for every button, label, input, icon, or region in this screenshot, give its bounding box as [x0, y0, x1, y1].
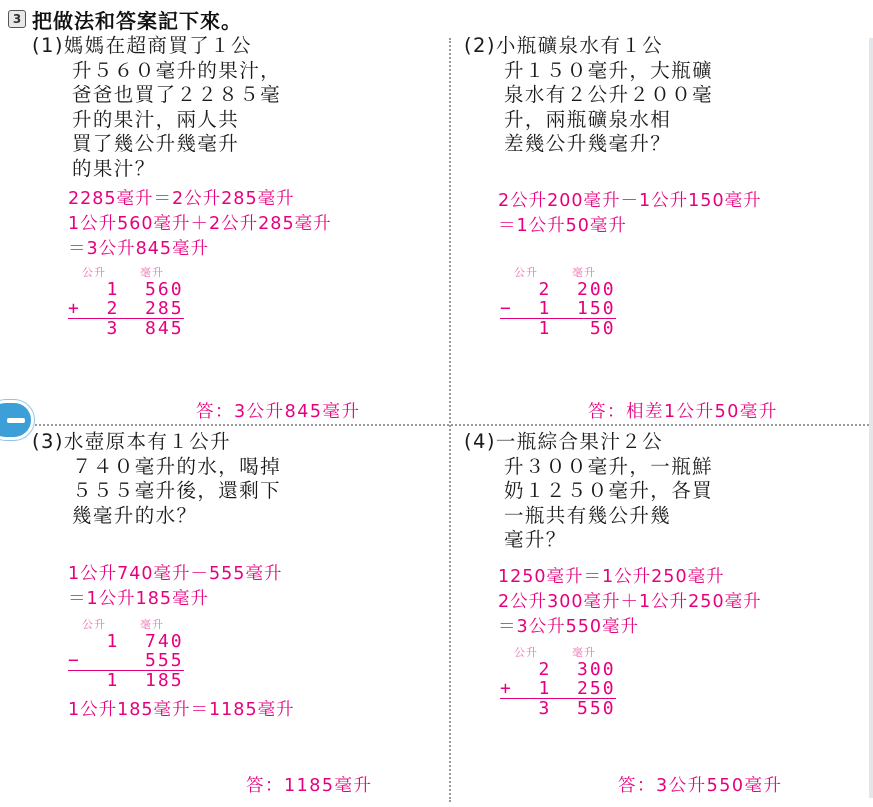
calc-row: 1 560	[68, 279, 184, 300]
problem-2-vertical-calc	[500, 264, 616, 338]
calc-result-row: 3 550	[500, 698, 616, 719]
question-line: 爸爸也買了２２８５毫	[72, 83, 282, 106]
problem-4-question	[464, 430, 868, 553]
page-edge-tab	[0, 400, 34, 440]
horizontal-divider	[30, 424, 873, 426]
question-line: 買了幾公升幾毫升	[72, 132, 240, 155]
calc-row: − 555	[68, 650, 184, 671]
work-line: ＝1公升50毫升	[498, 215, 627, 236]
problem-3-conversion: 1公升185毫升＝1185毫升	[68, 700, 295, 720]
unit-liter-label: 公升	[514, 266, 538, 279]
calc-row: − 1 150	[500, 298, 616, 319]
question-line: 一瓶綜合果汁２公	[495, 430, 664, 453]
problem-4-label: (4)	[464, 430, 496, 453]
question-line: ５５５毫升後，還剩下	[72, 479, 282, 502]
problem-2-work	[498, 189, 868, 239]
problem-4-vertical-calc	[500, 644, 616, 718]
question-line: 泉水有２公升２００毫	[504, 83, 714, 106]
problem-3	[32, 430, 444, 802]
problem-1-vertical-calc	[68, 264, 184, 338]
problem-4-answer: 答：3公升550毫升	[618, 776, 783, 796]
vertical-divider	[449, 38, 451, 802]
page-edge-strip	[869, 38, 873, 798]
work-line: ＝1公升185毫升	[68, 589, 210, 609]
question-line: 升的果汁，兩人共	[72, 107, 240, 131]
section-title: 把做法和答案記下來。	[32, 8, 242, 33]
calc-result-row: 3 845	[68, 318, 184, 339]
problem-3-answer: 答：1185毫升	[246, 776, 373, 796]
problem-2-label: (2)	[464, 34, 496, 57]
question-line: 幾毫升的水？	[72, 503, 198, 527]
question-line: 毫升？	[504, 528, 567, 551]
problem-3-label: (3)	[32, 430, 64, 453]
problem-1	[32, 34, 444, 422]
work-line: ＝3公升845毫升	[68, 239, 210, 259]
problem-2	[464, 34, 868, 422]
question-line: 的果汁？	[72, 156, 156, 180]
calc-result-row: 1 185	[68, 670, 184, 691]
unit-liter-label: 公升	[82, 618, 106, 631]
question-line: 小瓶礦泉水有１公	[495, 34, 664, 57]
question-line: 媽媽在超商買了１公	[63, 34, 252, 57]
calc-row: 2 300	[500, 659, 616, 680]
work-line: 1250毫升＝1公升250毫升	[498, 566, 725, 587]
problem-4-work	[498, 565, 868, 640]
question-line: 升１５０毫升，大瓶礦	[504, 58, 714, 82]
work-line: 2285毫升＝2公升285毫升	[68, 189, 295, 209]
problem-2-question	[464, 34, 868, 157]
work-line: 2公升200毫升－1公升150毫升	[498, 190, 762, 211]
problem-2-answer: 答：相差1公升50毫升	[588, 402, 778, 422]
section-header	[8, 6, 242, 32]
unit-liter-label: 公升	[82, 266, 106, 279]
problem-1-answer: 答：3公升845毫升	[196, 402, 361, 422]
unit-ml-label: 毫升	[140, 618, 164, 631]
problem-3-work	[68, 562, 444, 612]
section-number-badge: 3	[8, 10, 26, 28]
work-line: 1公升740毫升－555毫升	[68, 564, 283, 584]
question-line: 升，兩瓶礦泉水相	[504, 107, 672, 131]
problem-1-label: (1)	[32, 34, 64, 57]
question-line: 差幾公升幾毫升？	[504, 132, 672, 155]
unit-ml-label: 毫升	[572, 266, 596, 279]
unit-ml-label: 毫升	[572, 646, 596, 659]
problem-3-question	[32, 430, 444, 528]
question-line: 奶１２５０毫升，各買	[504, 479, 714, 502]
question-line: 升５６０毫升的果汁，	[72, 58, 282, 82]
calc-row: + 2 285	[68, 298, 184, 319]
calc-row: + 1 250	[500, 678, 616, 699]
question-line: 水壺原本有１公升	[63, 430, 232, 453]
calc-row: 2 200	[500, 279, 616, 300]
work-line: ＝3公升550毫升	[498, 616, 640, 637]
unit-ml-label: 毫升	[140, 266, 164, 279]
calc-result-row: 1 50	[500, 318, 616, 339]
work-line: 2公升300毫升＋1公升250毫升	[498, 591, 762, 612]
unit-liter-label: 公升	[514, 646, 538, 659]
problem-1-work	[68, 187, 444, 262]
work-line: 1公升560毫升＋2公升285毫升	[68, 214, 332, 234]
question-line: 一瓶共有幾公升幾	[504, 503, 672, 527]
problem-4	[464, 430, 868, 802]
problem-3-vertical-calc	[68, 616, 184, 690]
question-line: 升３００毫升，一瓶鮮	[504, 454, 714, 478]
problem-1-question	[32, 34, 444, 181]
question-line: ７４０毫升的水，喝掉	[72, 454, 282, 478]
calc-row: 1 740	[68, 631, 184, 652]
